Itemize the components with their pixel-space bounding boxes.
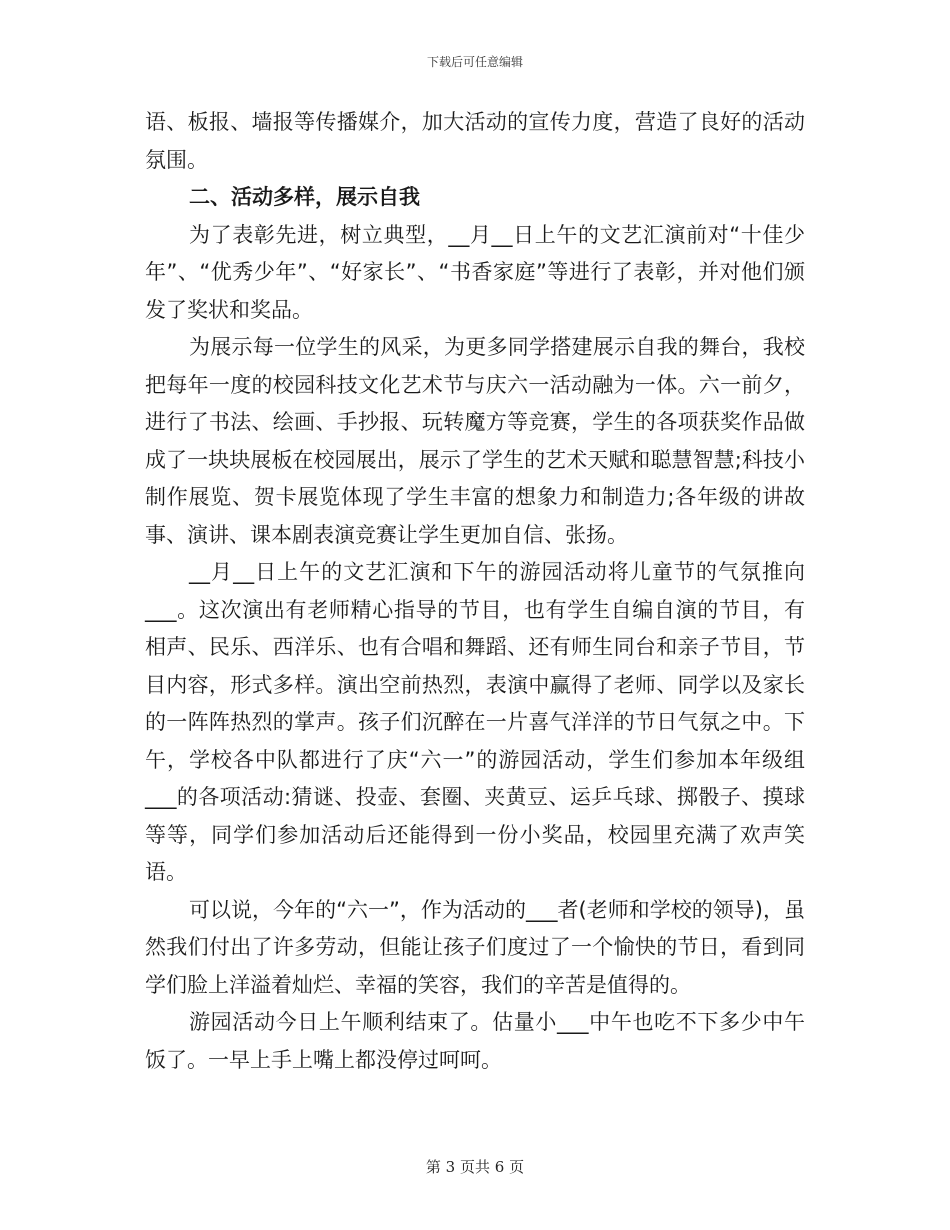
page-header: 下载后可任意编辑 (426, 55, 523, 69)
paragraph-awards: 为了表彰先进，树立典型，__月__日上午的文艺汇演前对“十佳少年”、“优秀少年”、“好家长”、“书香家庭”等进行了表彰，并对他们颁发了奖状和奖品。 (145, 222, 805, 322)
document-body (145, 104, 805, 1079)
page-number: 第 3 页共 6 页 (425, 1158, 525, 1176)
paragraph-continuation: 语、板报、墙报等传播媒介，加大活动的宣传力度，营造了良好的活动氛围。 (145, 110, 805, 172)
paragraph-performance: __月__日上午的文艺汇演和下午的游园活动将儿童节的气氛推向___。这次演出有老师精心指导的节目，也有学生自编自演的节目，有相声、民乐、西洋乐、也有合唱和舞蹈、还有师生同台和亲子节目，节目内容，形式多样。演出空前热烈，表演中赢得了老师、同学以及家长的一阵阵热烈的掌声。孩子们沉醉在一片喜气洋洋的节日气氛之中。下午，学校各中队都进行了庆“六一”的游园活动，学生们参加本年级组___的各项活动:猜谜、投壶、套圈、夹黄豆、运乒乓球、掷骰子、摸球等等，同学们参加活动后还能得到一份小奖品，校园里充满了欢声笑语。 (145, 560, 805, 884)
paragraph-closing: 游园活动今日上午顺利结束了。估量小___中午也吃不下多少中午饭了。一早上手上嘴上都没停过呵呵。 (145, 1010, 805, 1072)
paragraph-art-festival: 为展示每一位学生的风采，为更多同学搭建展示自我的舞台，我校把每年一度的校园科技文化艺术节与庆六一活动融为一体。六一前夕，进行了书法、绘画、手抄报、玩转魔方等竞赛，学生的各项获奖作品做成了一块块展板在校园展出，展示了学生的艺术天赋和聪慧智慧;科技小制作展览、贺卡展览体现了学生丰富的想象力和制造力;各年级的讲故事、演讲、课本剧表演竞赛让学生更加自信、张扬。 (145, 335, 805, 547)
section-heading: 二、活动多样，展示自我 (189, 185, 420, 209)
paragraph-summary: 可以说，今年的“六一”，作为活动的___者(老师和学校的领导)，虽然我们付出了许多劳动，但能让孩子们度过了一个愉快的节日，看到同学们脸上洋溢着灿烂、幸福的笑容，我们的辛苦是值得的。 (145, 897, 805, 997)
